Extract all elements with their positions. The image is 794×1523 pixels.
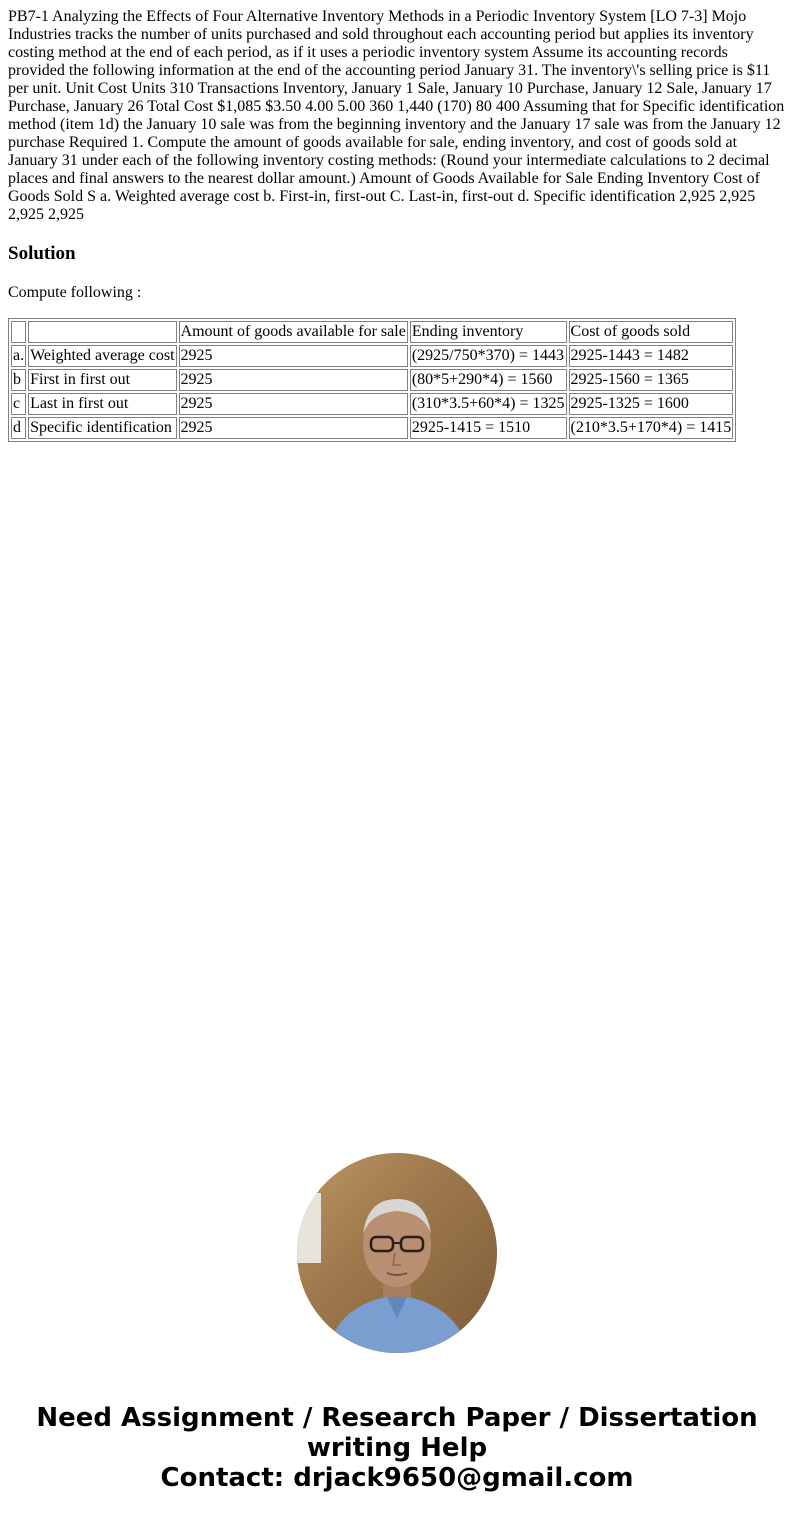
- row-letter: a.: [11, 345, 26, 367]
- row-ending-inventory: (310*3.5+60*4) = 1325: [410, 393, 567, 415]
- solution-page: [8, 8, 786, 442]
- solution-heading: Solution: [8, 243, 76, 264]
- table-row: [11, 369, 733, 391]
- promo-banner: [0, 1403, 794, 1493]
- row-method: Last in first out: [28, 393, 176, 415]
- table-row: [11, 393, 733, 415]
- row-goods-available: 2925: [179, 345, 408, 367]
- row-goods-available: 2925: [179, 417, 408, 439]
- solution-intro: Compute following :: [8, 284, 142, 301]
- row-method: First in first out: [28, 369, 176, 391]
- row-cogs: 2925-1560 = 1365: [569, 369, 734, 391]
- promo-line-1: Need Assignment / Research Paper / Dissertation: [36, 1403, 758, 1433]
- header-cell-blank-1: [11, 321, 26, 343]
- header-cell-cogs: Cost of goods sold: [569, 321, 734, 343]
- row-ending-inventory: (2925/750*370) = 1443: [410, 345, 567, 367]
- row-method: Specific identification: [28, 417, 176, 439]
- row-cogs: 2925-1443 = 1482: [569, 345, 734, 367]
- row-ending-inventory: (80*5+290*4) = 1560: [410, 369, 567, 391]
- tutor-portrait-image: [297, 1153, 497, 1353]
- promo-contact: Contact: drjack9650@gmail.com: [160, 1463, 634, 1493]
- row-cogs: 2925-1325 = 1600: [569, 393, 734, 415]
- table-header-row: [11, 321, 733, 343]
- header-cell-blank-2: [28, 321, 176, 343]
- row-goods-available: 2925: [179, 393, 408, 415]
- wall-switch-panel: [297, 1193, 321, 1263]
- row-letter: d: [11, 417, 26, 439]
- question-text: PB7-1 Analyzing the Effects of Four Alternative Inventory Methods in a Periodic Inventory System [LO 7-3] Mojo Industries tracks the number of units purchased and sold throughout each accounting period but applies its inventory costing method at the end of each period, as if it uses a periodic inventory system Assume its accounting records provided the following information at the end of the accounting period January 31. The inventory\'s selling price is $11 per unit. Unit Cost Units 310 Transactions Inventory, January 1 Sale, January 10 Purchase, January 12 Sale, January 17 Purchase, January 26 Total Cost $1,085 $3.50 4.00 5.00 360 1,440 (170) 80 400 Assuming that for Specific identification method (item 1d) the January 10 sale was from the beginning inventory and the January 17 sale was from the January 12 purchase Required 1. Compute the amount of goods available for sale, ending inventory, and cost of goods sold at January 31 under each of the following inventory costing methods: (Round your intermediate calculations to 2 decimal places and final answers to the nearest dollar amount.) Amount of Goods Available for Sale Ending Inventory Cost of Goods Sold S a. Weighted average cost b. First-in, first-out C. Last-in, first-out d. Specific identification 2,925 2,925 2,925 2,925: [8, 8, 785, 223]
- row-method: Weighted average cost: [28, 345, 176, 367]
- row-ending-inventory: 2925-1415 = 1510: [410, 417, 567, 439]
- tutor-avatar: [297, 1153, 497, 1353]
- header-cell-ending-inventory: Ending inventory: [410, 321, 567, 343]
- table-row: [11, 417, 733, 439]
- row-goods-available: 2925: [179, 369, 408, 391]
- row-cogs: (210*3.5+170*4) = 1415: [569, 417, 734, 439]
- row-letter: b: [11, 369, 26, 391]
- row-letter: c: [11, 393, 26, 415]
- promo-line-2: writing Help: [306, 1433, 488, 1463]
- header-cell-goods-available: Amount of goods available for sale: [179, 321, 408, 343]
- inventory-methods-table: [8, 318, 736, 442]
- table-row: [11, 345, 733, 367]
